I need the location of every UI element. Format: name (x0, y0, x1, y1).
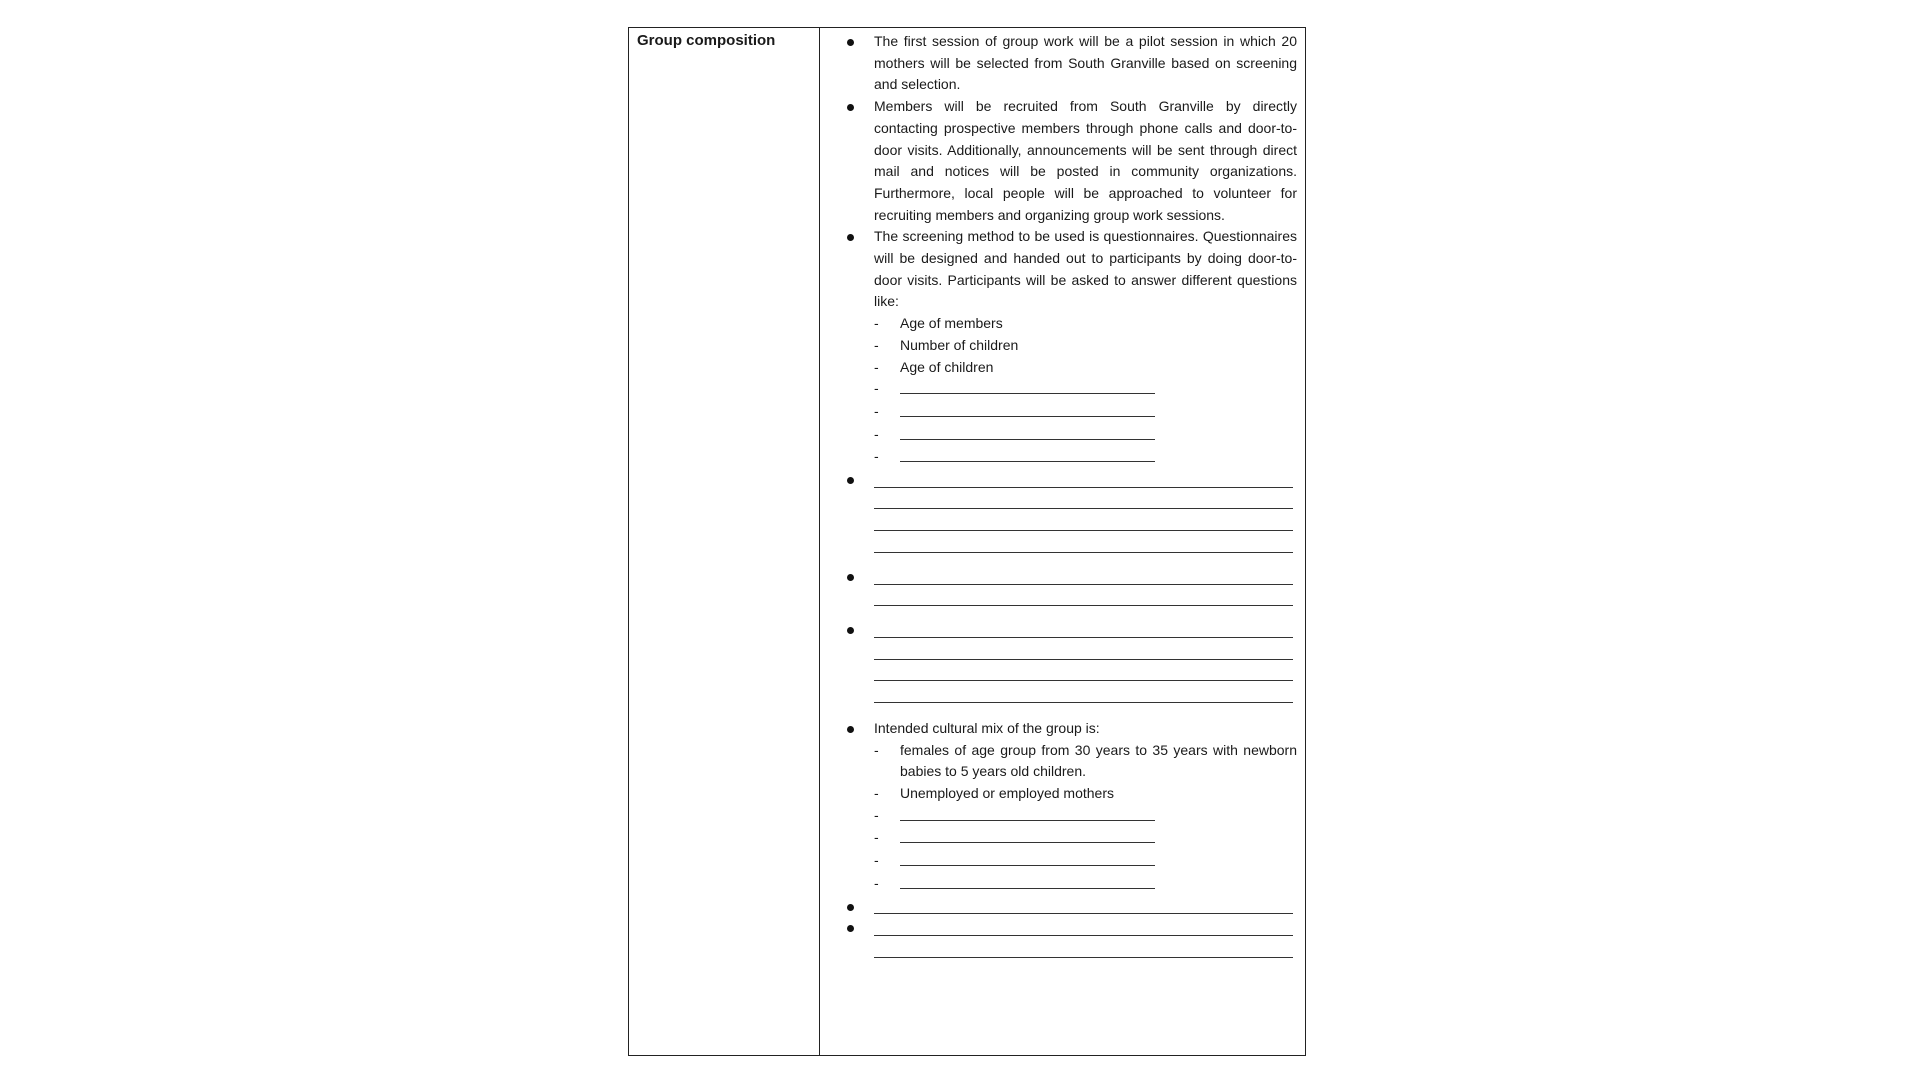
sub-item-blank (847, 401, 1297, 424)
bullet-text: Intended cultural mix of the group is: (874, 719, 1100, 736)
bullet-text: Members will be recruited from South Granville by directly contacting prospective members through phone calls and door-to-door visits. Additionally, announcements will be sent through direct mail and notices will be posted in community organizations. Furthermore, local people will be approached to volunteer for recruiting members and organizing group work sessions. (874, 98, 1297, 223)
bullet-icon (847, 477, 854, 484)
dash: - (874, 336, 879, 353)
bullet-icon (847, 925, 854, 932)
sub-item (847, 313, 1297, 335)
sub-item-blank (847, 805, 1297, 828)
bullet-icon (847, 234, 854, 241)
blank-line (900, 850, 1155, 866)
sub-item-blank (847, 424, 1297, 447)
sub-item-text: Number of children (900, 336, 1019, 353)
blank-line (874, 663, 1297, 685)
blank-line (900, 873, 1155, 889)
bullet-icon (847, 726, 854, 733)
row-label: Group composition (637, 32, 776, 49)
dash: - (874, 785, 879, 802)
blank-line (874, 566, 1297, 588)
blank-line (900, 378, 1155, 394)
sub-item-text: Unemployed or employed mothers (900, 785, 1114, 802)
blank-line (874, 939, 1297, 961)
sub-item (847, 783, 1297, 805)
dash: - (874, 315, 879, 332)
blank-line (874, 512, 1297, 534)
dash: - (874, 448, 879, 465)
bullet-screening (847, 226, 1297, 313)
dash: - (874, 358, 879, 375)
bullet-pilot-session (847, 31, 1297, 96)
blank-line (874, 684, 1297, 706)
sub-item-blank (847, 446, 1297, 469)
blank-line (874, 491, 1297, 513)
sub-item-text: Age of children (900, 358, 994, 375)
dash: - (874, 741, 879, 758)
sub-item-blank (847, 378, 1297, 401)
blank-line (900, 827, 1155, 843)
bullet-icon (847, 39, 854, 46)
bullet-icon (847, 104, 854, 111)
dash: - (874, 425, 879, 442)
blank-line (874, 917, 1297, 939)
bullet-text: The screening method to be used is questionnaires. Questionnaires will be designed and handed out to participants by doing door-to-door visits. Participants will be asked to answer different questions like: (874, 228, 1297, 310)
blank-line (874, 619, 1297, 641)
blank-line (874, 588, 1297, 610)
sub-item (847, 357, 1297, 379)
blank-line (874, 469, 1297, 491)
sub-item-blank (847, 827, 1297, 850)
group-composition-table (628, 27, 1306, 1056)
bullet-recruitment (847, 96, 1297, 226)
bullet-icon (847, 574, 854, 581)
bullet-text: The first session of group work will be a pilot session in which 20 mothers will be selected from South Granville based on screening and selection. (874, 33, 1297, 93)
dash: - (874, 874, 879, 891)
sub-item (847, 740, 1297, 783)
bullet-icon (847, 904, 854, 911)
sub-item (847, 335, 1297, 357)
dash: - (874, 380, 879, 397)
blank-line (874, 896, 1297, 918)
dash: - (874, 852, 879, 869)
blank-line (900, 424, 1155, 440)
bullet-blank (847, 619, 1297, 706)
bullet-blank (847, 566, 1297, 609)
blank-line (900, 401, 1155, 417)
sub-item-blank (847, 850, 1297, 873)
blank-line (900, 805, 1155, 821)
dash: - (874, 402, 879, 419)
label-cell (629, 28, 820, 1055)
blank-line (874, 534, 1297, 556)
content-cell (820, 28, 1305, 1055)
dash: - (874, 806, 879, 823)
sub-item-text: Age of members (900, 315, 1003, 332)
bullet-blank (847, 917, 1297, 960)
bullet-blank (847, 469, 1297, 556)
bullet-icon (847, 627, 854, 634)
blank-line (874, 641, 1297, 663)
dash: - (874, 829, 879, 846)
blank-line (900, 446, 1155, 462)
sub-item-blank (847, 873, 1297, 896)
sub-item-text: females of age group from 30 years to 35 years with newborn babies to 5 years old children. (900, 741, 1297, 780)
bullet-cultural-mix (847, 718, 1297, 740)
bullet-blank (847, 896, 1297, 918)
